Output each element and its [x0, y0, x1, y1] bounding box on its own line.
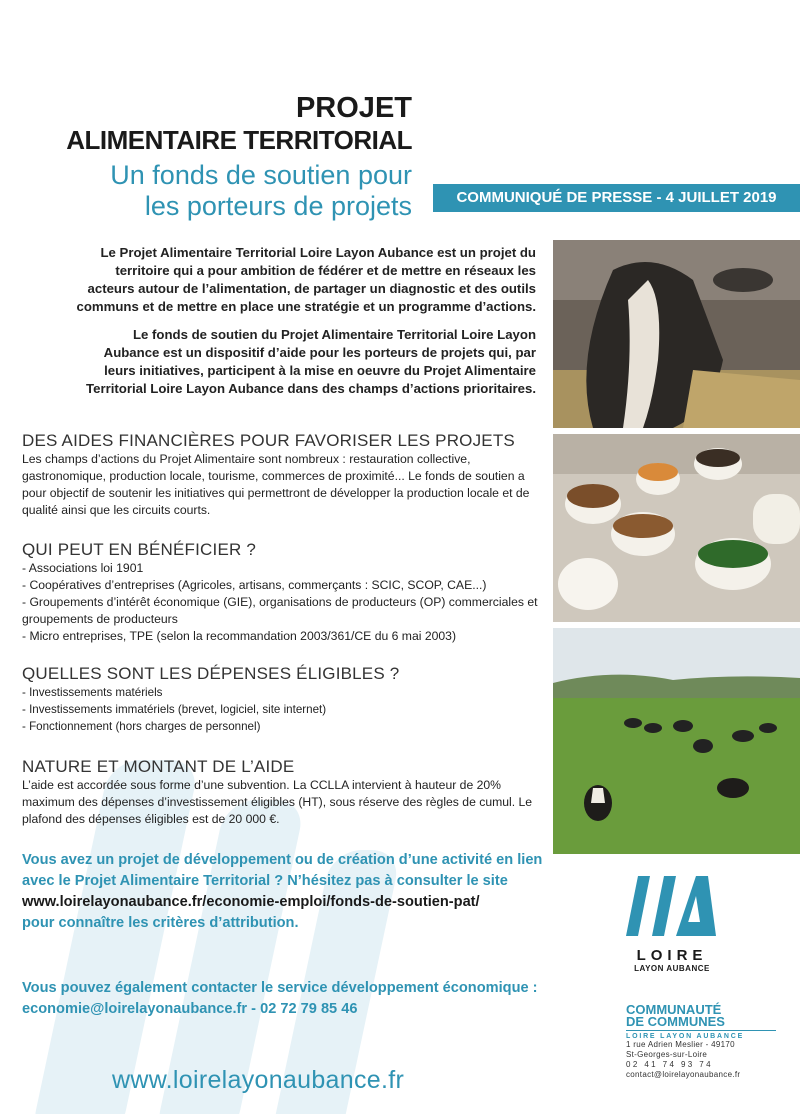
section-depenses	[22, 664, 542, 735]
org-name-line-3: LOIRE LAYON AUBANCE	[626, 1033, 745, 1040]
section-body: Les champs d’actions du Projet Alimentaire sont nombreux : restauration collective, gastronomique, production locale, tourisme, commerces de proximité... Le fonds de soutien a pour objectif de soutenir les initiatives qui permettront de développer la production locale et de qualité ainsi que les circuits courts.	[22, 452, 530, 517]
section-beneficiaires	[22, 540, 542, 645]
list-item: - Coopératives d’entreprises (Agricoles, artisans, commerçants : SCIC, SCOP, CAE...)	[22, 578, 487, 592]
list-item: - Investissements immatériels (brevet, logiciel, site internet)	[22, 703, 327, 716]
list-item: - Investissements matériels	[22, 686, 163, 699]
cta-text: Vous avez un projet de développement ou de création d’une activité en lien avec le Projet Alimentaire Territorial ? N’hésitez pas à consulter le site	[22, 852, 543, 889]
intro-paragraph-1: Le Projet Alimentaire Territorial Loire Layon Aubance est un projet du territoire qui a pour ambition de fédérer et de mettre en réseaux les acteurs autour de l’alimentation, de partager un diagnostic et des outils communs et de mettre en place une stratégie et un programme d’actions.	[76, 245, 536, 314]
subtitle-line-1: Un fonds de soutien pour	[110, 160, 412, 190]
goat-photo	[553, 240, 800, 428]
goats-field-photo	[553, 628, 800, 854]
address-line-2: St-Georges-sur-Loire	[626, 1050, 708, 1059]
address-line-1: 1 rue Adrien Meslier - 49170	[626, 1040, 735, 1049]
logo-subtitle: LAYON AUBANCE	[634, 964, 710, 973]
section-title: NATURE ET MONTANT DE L’AIDE	[22, 757, 295, 776]
contact-phone-number: 02 41 74 93 74	[626, 1060, 713, 1069]
logo-mark-icon	[624, 876, 716, 936]
website-link[interactable]: www.loirelayonaubance.fr	[112, 1066, 405, 1094]
section-title: QUELLES SONT LES DÉPENSES ÉLIGIBLES ?	[22, 664, 400, 683]
org-name-line-1: COMMUNAUTÉ	[626, 1002, 722, 1017]
cta-url-link[interactable]: www.loirelayonaubance.fr/economie-emploi/fonds-de-soutien-pat/	[22, 894, 480, 910]
org-name-line-2: DE COMMUNES	[626, 1016, 776, 1031]
contact-email[interactable]: contact@loirelayonaubance.fr	[626, 1070, 741, 1079]
section-title: QUI PEUT EN BÉNÉFICIER ?	[22, 540, 257, 559]
list-item: - Fonctionnement (hors charges de personnel)	[22, 720, 261, 733]
list-item: - Groupements d’intérêt économique (GIE), organisations de producteurs (OP) commerciales et groupements de producteurs	[22, 595, 538, 626]
contact-block	[626, 1004, 776, 1080]
press-release-banner: COMMUNIQUÉ DE PRESSE - 4 JUILLET 2019	[433, 184, 800, 212]
logo-name: LOIRE	[636, 947, 708, 964]
contact-phone: 02 72 79 85 46	[260, 1001, 358, 1017]
section-nature	[22, 757, 542, 828]
title-line-1: PROJET	[295, 92, 412, 124]
list-item: - Associations loi 1901	[22, 561, 144, 575]
contact-intro-text: Vous pouvez également contacter le service développement économique : economie@loirelayonaubance.fr	[22, 980, 538, 1017]
section-body: L’aide est accordée sous forme d’une subvention. La CCLLA intervient à hauteur de 20% maximum des dépenses d’investissement éligibles (HT), sous réserve des règles de cumul. Le plafond des dépenses éligibles est de 20 000 €.	[22, 778, 533, 826]
list-item: - Micro entreprises, TPE (selon la recommandation 2003/361/CE du 6 mai 2003)	[22, 629, 457, 643]
subtitle-line-2: les porteurs de projets	[144, 191, 412, 221]
title-block	[66, 92, 412, 222]
intro-text	[76, 244, 536, 398]
call-to-action	[22, 850, 562, 934]
logo	[616, 876, 756, 973]
title-line-2: ALIMENTAIRE TERRITORIAL	[66, 125, 412, 155]
cta-text-2: pour connaître les critères d’attribution.	[22, 915, 299, 931]
contact-separator: -	[247, 1001, 261, 1017]
contact-call-to-action	[22, 978, 562, 1020]
intro-paragraph-2: Le fonds de soutien du Projet Alimentaire Territorial Loire Layon Aubance est un dispositif d’aide pour les porteurs de projets qui, par leurs initiatives, participent à la mise en oeuvre du Projet Alimentaire Territorial Loire Layon Aubance dans des champs d’actions prioritaires.	[86, 327, 536, 396]
section-title: DES AIDES FINANCIÈRES POUR FAVORISER LES PROJETS	[22, 431, 515, 450]
section-aides	[22, 431, 542, 519]
cheese-photo	[553, 434, 800, 622]
